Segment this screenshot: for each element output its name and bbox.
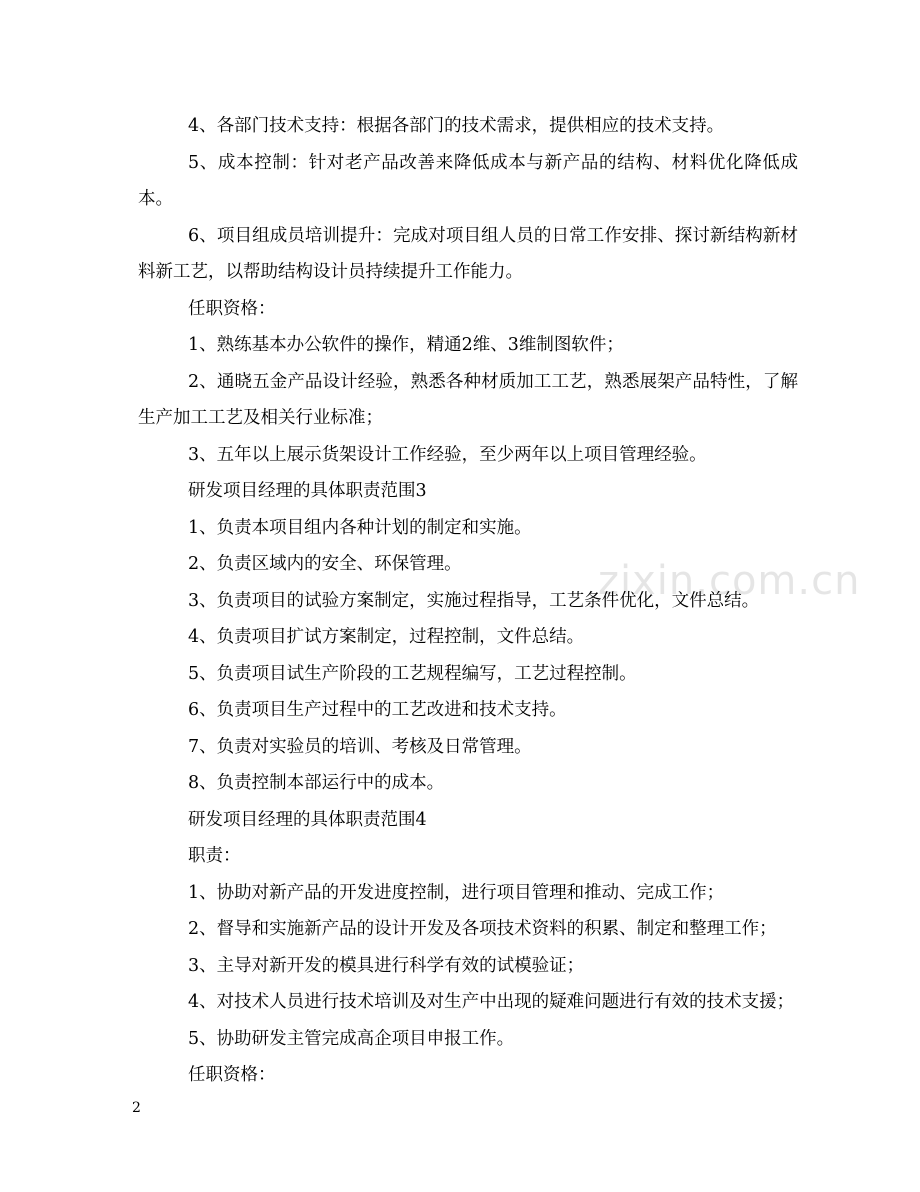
paragraph: 6、负责项目生产过程中的工艺改进和技术支持。 (188, 700, 567, 720)
paragraph: 2、负责区域内的安全、环保管理。 (188, 554, 462, 574)
paragraph: 5、协助研发主管完成高企项目申报工作。 (188, 1028, 515, 1049)
section-heading: 研发项目经理的具体职责范围4 (188, 809, 427, 830)
paragraph: 任职资格： (188, 1065, 276, 1085)
paragraph: 2、通晓五金产品设计经验，熟悉各种材质加工工艺，熟悉展架产品特性，了解生产加工工艺及相关行业标准； (138, 371, 798, 428)
page-number: 2 (132, 1100, 141, 1116)
paragraph: 4、各部门技术支持：根据各部门的技术需求，提供相应的技术支持。 (188, 116, 725, 136)
section-heading: 研发项目经理的具体职责范围3 (188, 481, 427, 501)
paragraph: 4、对技术人员进行技术培训及对生产中出现的疑难问题进行有效的技术支援； (188, 992, 795, 1012)
paragraph: 3、主导对新开发的模具进行科学有效的试模验证； (188, 955, 585, 976)
paragraph: 8、负责控制本部运行中的成本。 (188, 773, 445, 793)
paragraph: 1、协助对新产品的开发进度控制，进行项目管理和推动、完成工作； (188, 882, 725, 903)
paragraph: 1、负责本项目组内各种计划的制定和实施。 (188, 517, 532, 538)
paragraph: 职责： (188, 846, 241, 866)
watermark: zixin.com.cn (598, 558, 861, 604)
paragraph: 7、负责对实验员的培训、考核及日常管理。 (188, 736, 532, 757)
paragraph: 3、负责项目的试验方案制定，实施过程指导，工艺条件优化，文件总结。 (188, 590, 760, 611)
paragraph: 1、熟练基本办公软件的操作，精通2维、3维制图软件； (188, 335, 624, 355)
paragraph: 任职资格： (188, 298, 276, 319)
paragraph: 5、成本控制：针对老产品改善来降低成本与新产品的结构、材料优化降低成本。 (138, 152, 798, 209)
paragraph: 5、负责项目试生产阶段的工艺规程编写，工艺过程控制。 (188, 663, 637, 684)
paragraph: 4、负责项目扩试方案制定，过程控制，文件总结。 (188, 627, 585, 647)
paragraph: 2、督导和实施新产品的设计开发及各项技术资料的积累、制定和整理工作； (188, 919, 777, 939)
paragraph: 6、项目组成员培训提升：完成对项目组人员的日常工作安排、探讨新结构新材料新工艺，以帮助结构设计员持续提升工作能力。 (138, 225, 798, 282)
paragraph: 3、五年以上展示货架设计工作经验，至少两年以上项目管理经验。 (188, 444, 707, 465)
